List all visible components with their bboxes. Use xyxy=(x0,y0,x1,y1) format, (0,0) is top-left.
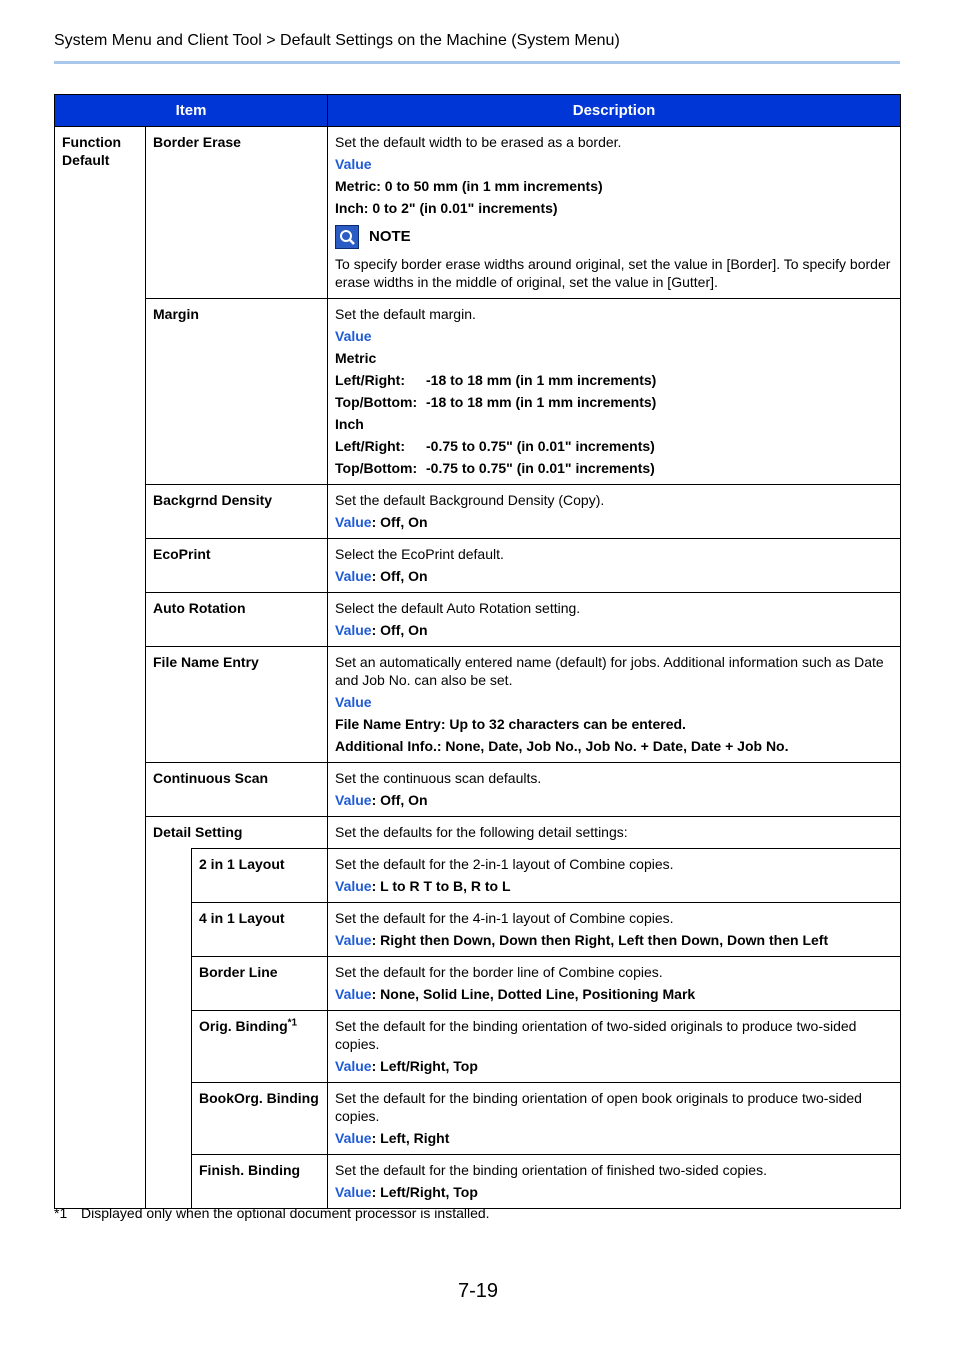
row-description xyxy=(328,903,901,957)
row-item: EcoPrint xyxy=(146,539,328,593)
value-text: Value: Off, On xyxy=(335,622,428,638)
value-text: Inch: 0 to 2" (in 0.01" increments) xyxy=(335,200,558,216)
sub-row-item: 2 in 1 Layout xyxy=(192,849,328,903)
table-header-row xyxy=(55,95,901,127)
inch-label: Inch xyxy=(335,416,364,432)
row-item: Auto Rotation xyxy=(146,593,328,647)
table-row xyxy=(55,593,901,647)
row-description xyxy=(328,817,901,849)
value-text: Value: L to R T to B, R to L xyxy=(335,878,511,894)
table-row xyxy=(55,849,901,903)
page-number: 7-19 xyxy=(458,1280,499,1302)
note-icon xyxy=(335,225,359,249)
row-description xyxy=(328,1011,901,1083)
value-text: Value: Off, On xyxy=(335,792,428,808)
header-divider xyxy=(54,61,900,64)
column-header-description: Description xyxy=(328,95,901,127)
row-item: Detail Setting xyxy=(146,817,328,849)
row-item: Continuous Scan xyxy=(146,763,328,817)
settings-table xyxy=(54,94,901,1209)
sub-row-item: Border Line xyxy=(192,957,328,1011)
row-item: Border Erase xyxy=(146,127,328,299)
row-item: File Name Entry xyxy=(146,647,328,763)
value-label: Value xyxy=(335,328,372,344)
value-text: File Name Entry: Up to 32 characters can be entered. xyxy=(335,716,686,732)
value-text: Top/Bottom: -18 to 18 mm (in 1 mm increments) xyxy=(335,394,657,410)
description-text: Set the default for the binding orientation of two-sided originals to produce two-sided copies. xyxy=(335,1018,857,1052)
note-text: To specify border erase widths around original, set the value in [Border]. To specify border erase widths in the middle of original, set the value in [Gutter]. xyxy=(335,256,891,290)
value-text: Metric: 0 to 50 mm (in 1 mm increments) xyxy=(335,178,603,194)
value-text: Value: Right then Down, Down then Right, Left then Down, Down then Left xyxy=(335,932,829,948)
description-text: Set the default for the 2-in-1 layout of Combine copies. xyxy=(335,856,674,872)
row-description xyxy=(328,127,901,299)
table-row xyxy=(55,817,901,849)
sub-row-item: BookOrg. Binding xyxy=(192,1083,328,1155)
value-text: Top/Bottom: -0.75 to 0.75" (in 0.01" increments) xyxy=(335,460,655,476)
footnote-ref: *1 xyxy=(287,1017,298,1029)
table-row xyxy=(55,299,901,485)
value-text: Value: Left, Right xyxy=(335,1130,450,1146)
row-description xyxy=(328,1155,901,1209)
value-text: Left/Right: -18 to 18 mm (in 1 mm increments) xyxy=(335,372,657,388)
table-row xyxy=(55,485,901,539)
note-label: NOTE xyxy=(369,228,411,245)
row-description xyxy=(328,299,901,485)
group-label: Function Default xyxy=(55,127,146,1209)
description-text: Set an automatically entered name (default) for jobs. Additional information such as Date and Job No. can also be set. xyxy=(335,654,884,688)
row-description xyxy=(328,647,901,763)
description-text: Set the default for the binding orientation of open book originals to produce two-sided copies. xyxy=(335,1090,862,1124)
footnote-mark: *1 xyxy=(54,1205,68,1221)
value-label: Value xyxy=(335,694,372,710)
indent-spacer xyxy=(146,849,192,1209)
value-text: Additional Info.: None, Date, Job No., Job No. + Date, Date + Job No. xyxy=(335,738,789,754)
table-row xyxy=(55,539,901,593)
column-header-item: Item xyxy=(55,95,328,127)
row-description xyxy=(328,957,901,1011)
note-heading xyxy=(335,225,893,249)
description-text: Select the default Auto Rotation setting. xyxy=(335,600,581,616)
value-text: Left/Right: -0.75 to 0.75" (in 0.01" increments) xyxy=(335,438,655,454)
row-description xyxy=(328,593,901,647)
description-text: Set the default width to be erased as a border. xyxy=(335,134,622,150)
sub-row-item: 4 in 1 Layout xyxy=(192,903,328,957)
footnote-text: Displayed only when the optional document processor is installed. xyxy=(81,1205,490,1221)
value-label: Value xyxy=(335,156,372,172)
metric-label: Metric xyxy=(335,350,377,366)
value-text: Value: None, Solid Line, Dotted Line, Positioning Mark xyxy=(335,986,696,1002)
value-text: Value: Left/Right, Top xyxy=(335,1058,478,1074)
table-row xyxy=(55,127,901,299)
row-item: Backgrnd Density xyxy=(146,485,328,539)
row-description xyxy=(328,485,901,539)
value-text: Value: Off, On xyxy=(335,568,428,584)
description-text: Set the default for the 4-in-1 layout of Combine copies. xyxy=(335,910,674,926)
description-text: Set the default for the border line of Combine copies. xyxy=(335,964,663,980)
description-text: Set the continuous scan defaults. xyxy=(335,770,542,786)
row-description xyxy=(328,1083,901,1155)
description-text: Set the default for the binding orientation of finished two-sided copies. xyxy=(335,1162,767,1178)
description-text: Set the defaults for the following detail settings: xyxy=(335,824,628,840)
table-row xyxy=(55,763,901,817)
breadcrumb: System Menu and Client Tool > Default Settings on the Machine (System Menu) xyxy=(54,32,620,49)
row-description xyxy=(328,849,901,903)
footnote xyxy=(54,1205,490,1221)
sub-row-item: Finish. Binding xyxy=(192,1155,328,1209)
sub-row-item: Orig. Binding$^{*1}$ xyxy=(192,1011,328,1083)
description-text: Set the default margin. xyxy=(335,306,476,322)
row-item: Margin xyxy=(146,299,328,485)
row-description xyxy=(328,539,901,593)
row-description xyxy=(328,763,901,817)
table-row xyxy=(55,647,901,763)
description-text: Select the EcoPrint default. xyxy=(335,546,504,562)
description-text: Set the default Background Density (Copy). xyxy=(335,492,605,508)
value-text: Value: Off, On xyxy=(335,514,428,530)
value-text: Value: Left/Right, Top xyxy=(335,1184,478,1200)
